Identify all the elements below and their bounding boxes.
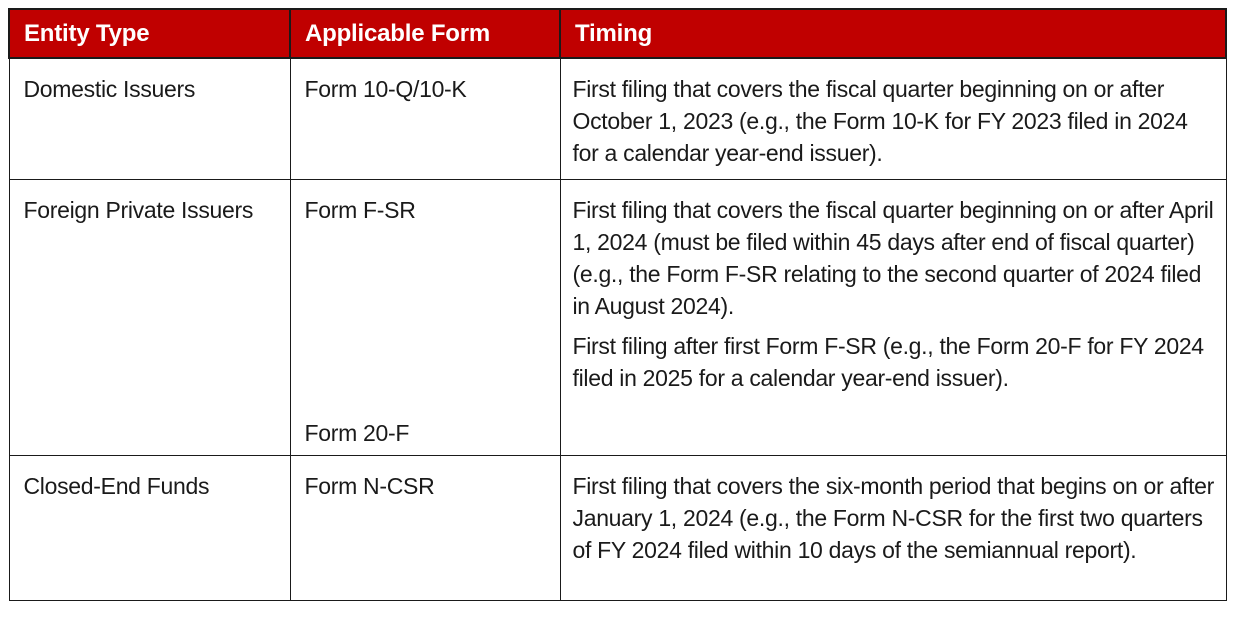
table-header	[9, 9, 1226, 58]
table-row	[9, 456, 1226, 601]
table-row	[9, 180, 1226, 456]
entity-type-cell: Domestic Issuers	[9, 58, 290, 180]
entity-type-cell: Foreign Private Issuers	[9, 180, 290, 456]
timing-text: First filing that covers the six-month period that begins on or after January 1, 2024 (e.g., the Form N-CSR for the first two quarters of FY 2024 filed within 10 days of the semiannual report).	[572, 473, 1215, 563]
form-20-f-label: Form 20-F	[304, 420, 410, 446]
header-applicable-form: Applicable Form	[290, 9, 560, 58]
timing-cell	[560, 180, 1226, 456]
applicable-form-cell	[290, 180, 560, 456]
timing-text: First filing that covers the fiscal quarter beginning on or after October 1, 2023 (e.g., the Form 10-K for FY 2023 filed in 2024 for a calendar year-end issuer).	[572, 76, 1188, 166]
header-timing: Timing	[560, 9, 1226, 58]
table-body	[9, 58, 1226, 601]
timing-cell	[560, 456, 1226, 601]
form-f-sr-label: Form F-SR	[304, 197, 416, 223]
header-entity-type: Entity Type	[9, 9, 290, 58]
header-row	[9, 9, 1226, 58]
filing-timeline-table	[8, 8, 1227, 601]
applicable-form-cell: Form N-CSR	[290, 456, 560, 601]
entity-type-cell: Closed-End Funds	[9, 456, 290, 601]
applicable-form-cell: Form 10-Q/10-K	[290, 58, 560, 180]
timing-text-f-sr: First filing that covers the fiscal quarter beginning on or after April 1, 2024 (must be filed within 45 days after end of fiscal quarter) (e.g., the Form F-SR relating to the second quarter of 2024 filed in August 2024).	[572, 197, 1214, 319]
timing-text-20-f: First filing after first Form F-SR (e.g., the Form 20-F for FY 2024 filed in 2025 for a calendar year-end issuer).	[572, 333, 1204, 391]
timing-cell	[560, 58, 1226, 180]
table-row	[9, 58, 1226, 180]
form-stack	[305, 194, 546, 449]
filing-timeline-table-container	[8, 8, 1225, 601]
